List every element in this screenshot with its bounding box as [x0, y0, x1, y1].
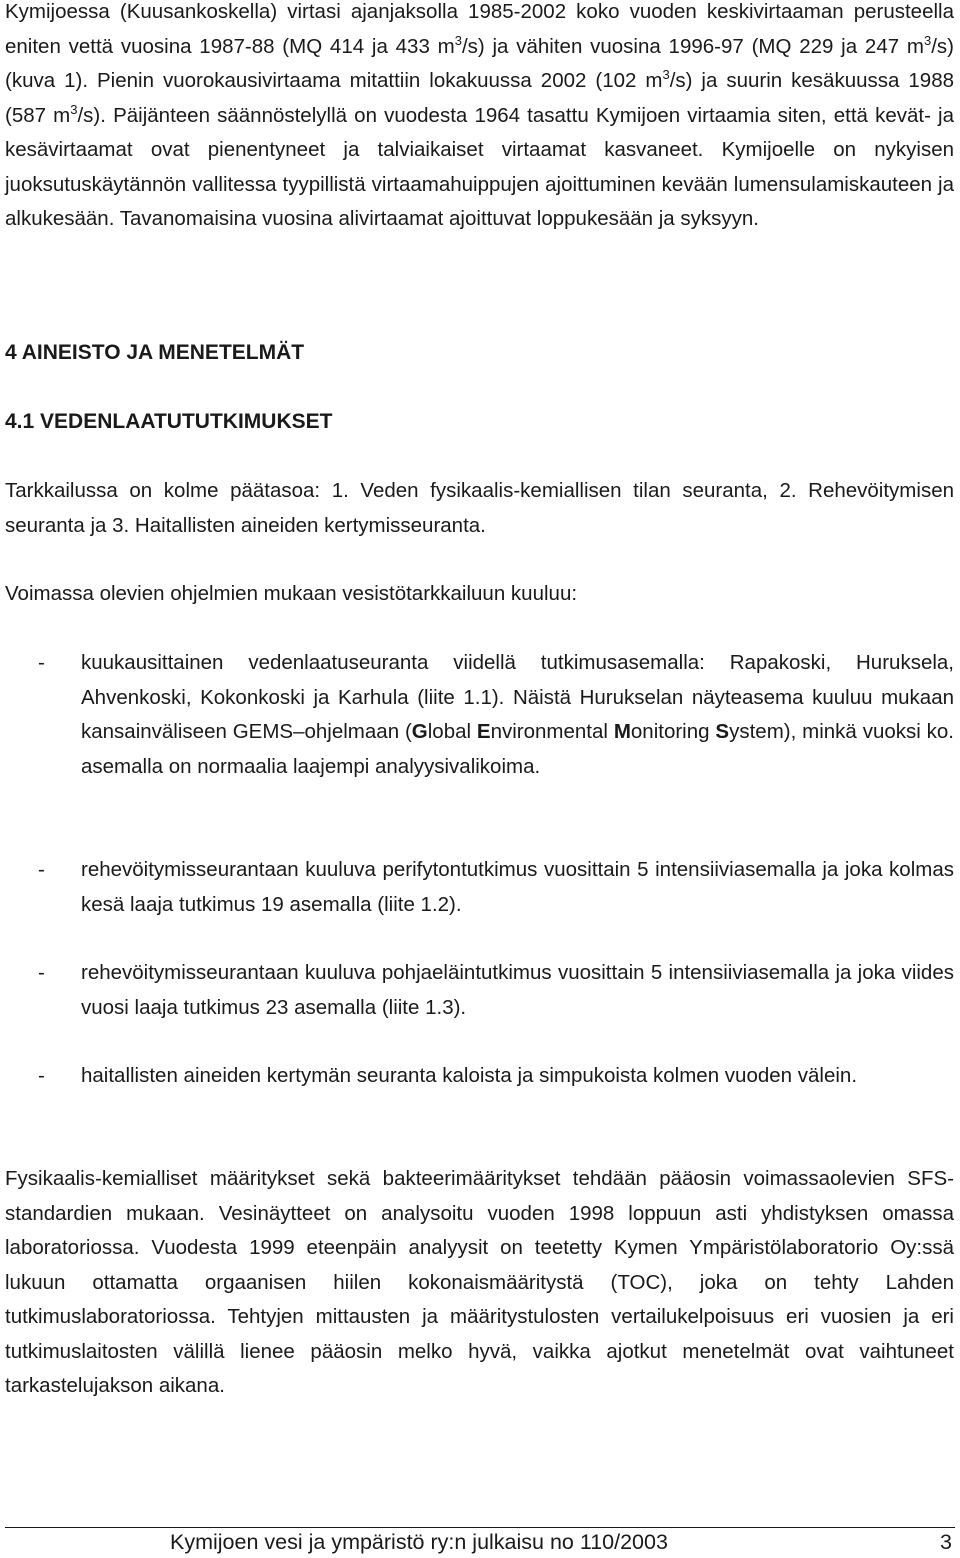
intro-text-4: /s) ja suurin kesäkuussa 1988 (587 m	[5, 69, 954, 127]
list-item-text: rehevöitymisseurantaan kuuluva pohjaeläintutkimus vuosittain 5 intensiiviasemalla ja joka viides vuosi laaja tutkimus 23 asemalla (liite 1.3).	[81, 961, 954, 1019]
subsection-heading: 4.1 VEDENLAATUTUTKIMUKSET	[5, 410, 333, 433]
intro-text-1: Kymijoessa (Kuusankoskella) virtasi ajanjaksolla 1985-2002 koko vuoden keskivirtaaman perusteella eniten vettä vuosina 1987-88 (MQ 414 ja 433 m	[5, 0, 954, 58]
list-dash: -	[38, 651, 45, 674]
intro-paragraph	[5, 0, 954, 237]
footer-publication: Kymijoen vesi ja ympäristö ry:n julkaisu no 110/2003	[170, 1530, 668, 1554]
list-item	[5, 646, 954, 784]
intro-text-3: /s) (kuva 1). Pienin vuorokausivirtaama mitattiin lokakuussa 2002 (102 m	[5, 34, 954, 92]
methods-paragraph: Fysikaalis-kemialliset määritykset sekä bakteerimääritykset tehdään pääosin voimassaolevien SFS-standardien mukaan. Vesinäytteet on analysoitu vuoden 1998 loppuun asti yhdistyksen omassa laboratoriossa. Vuodesta 1999 eteenpäin analyysit on teetetty Kymen Ympäristölaboratorio Oy:ssä lukuun ottamatta orgaanisen hiilen kokonaismääritystä (TOC), joka on tehty Lahden tutkimuslaboratoriossa. Tehtyjen mittausten ja määritystulosten vertailukelpoisuus eri vuosien ja eri tutkimuslaitosten välillä lienee pääosin melko hyvä, vaikka ajotkut menetelmät ovat vaihtuneet tarkastelujakson aikana.	[5, 1167, 954, 1397]
list-item	[5, 1059, 954, 1094]
page-number: 3	[940, 1530, 952, 1554]
list-item-text: haitallisten aineiden kertymän seuranta kaloista ja simpukoista kolmen vuoden välein.	[81, 1064, 858, 1087]
list-dash: -	[38, 961, 45, 984]
superscript-3: 3	[923, 32, 932, 48]
programs-intro-paragraph: Voimassa olevien ohjelmien mukaan vesistötarkkailuun kuuluu:	[5, 582, 578, 605]
intro-text-5: /s). Päijänteen säännöstelyllä on vuodesta 1964 tasattu Kymijoen virtaamia siten, että kevät- ja kesävirtaamat ovat pienentyneet ja talviaikaiset virtaamat kasvaneet. Kymijoelle on nykyisen juoksutuskäytännön vallitessa tyypillistä virtaamahuippujen ajoittuminen kevään lumensulamiskauteen ja alkukesään. Tavanomaisina vuosina alivirtaamat ajoittuvat loppukesään ja syksyyn.	[5, 103, 954, 230]
superscript-3: 3	[454, 32, 462, 48]
list-item	[5, 853, 954, 922]
list-item	[5, 956, 954, 1025]
list-dash: -	[38, 1064, 45, 1087]
list-item-text: rehevöitymisseurantaan kuuluva perifytontutkimus vuosittain 5 intensiiviasemalla ja joka kolmas kesä laaja tutkimus 19 asemalla (liite 1.2).	[81, 858, 954, 916]
section-heading: 4 AINEISTO JA MENETELMÄT	[5, 341, 305, 364]
list-item-text: kuukausittainen vedenlaatuseuranta viidellä tutkimusasemalla: Rapakoski, Huruksela, Ahvenkoski, Kokonkoski ja Karhula (liite 1.1). Näistä Hurukselan näyteasema kuuluu mukaan kansainväliseen GEMS–ohjelmaan (Global Environmental Monitoring System), minkä vuoksi ko. asemalla on normaalia laajempi analyysivalikoima.	[81, 651, 954, 778]
list-dash: -	[38, 858, 45, 881]
superscript-3: 3	[662, 67, 670, 82]
intro-text-2: /s) ja vähiten vuosina 1996-97 (MQ 229 ja 247 m	[461, 34, 924, 58]
superscript-3: 3	[70, 101, 78, 117]
monitoring-levels-paragraph: Tarkkailussa on kolme päätasoa: 1. Veden fysikaalis-kemiallisen tilan seuranta, 2. Rehevöitymisen seuranta ja 3. Haitallisten aineiden kertymisseuranta.	[5, 479, 954, 537]
